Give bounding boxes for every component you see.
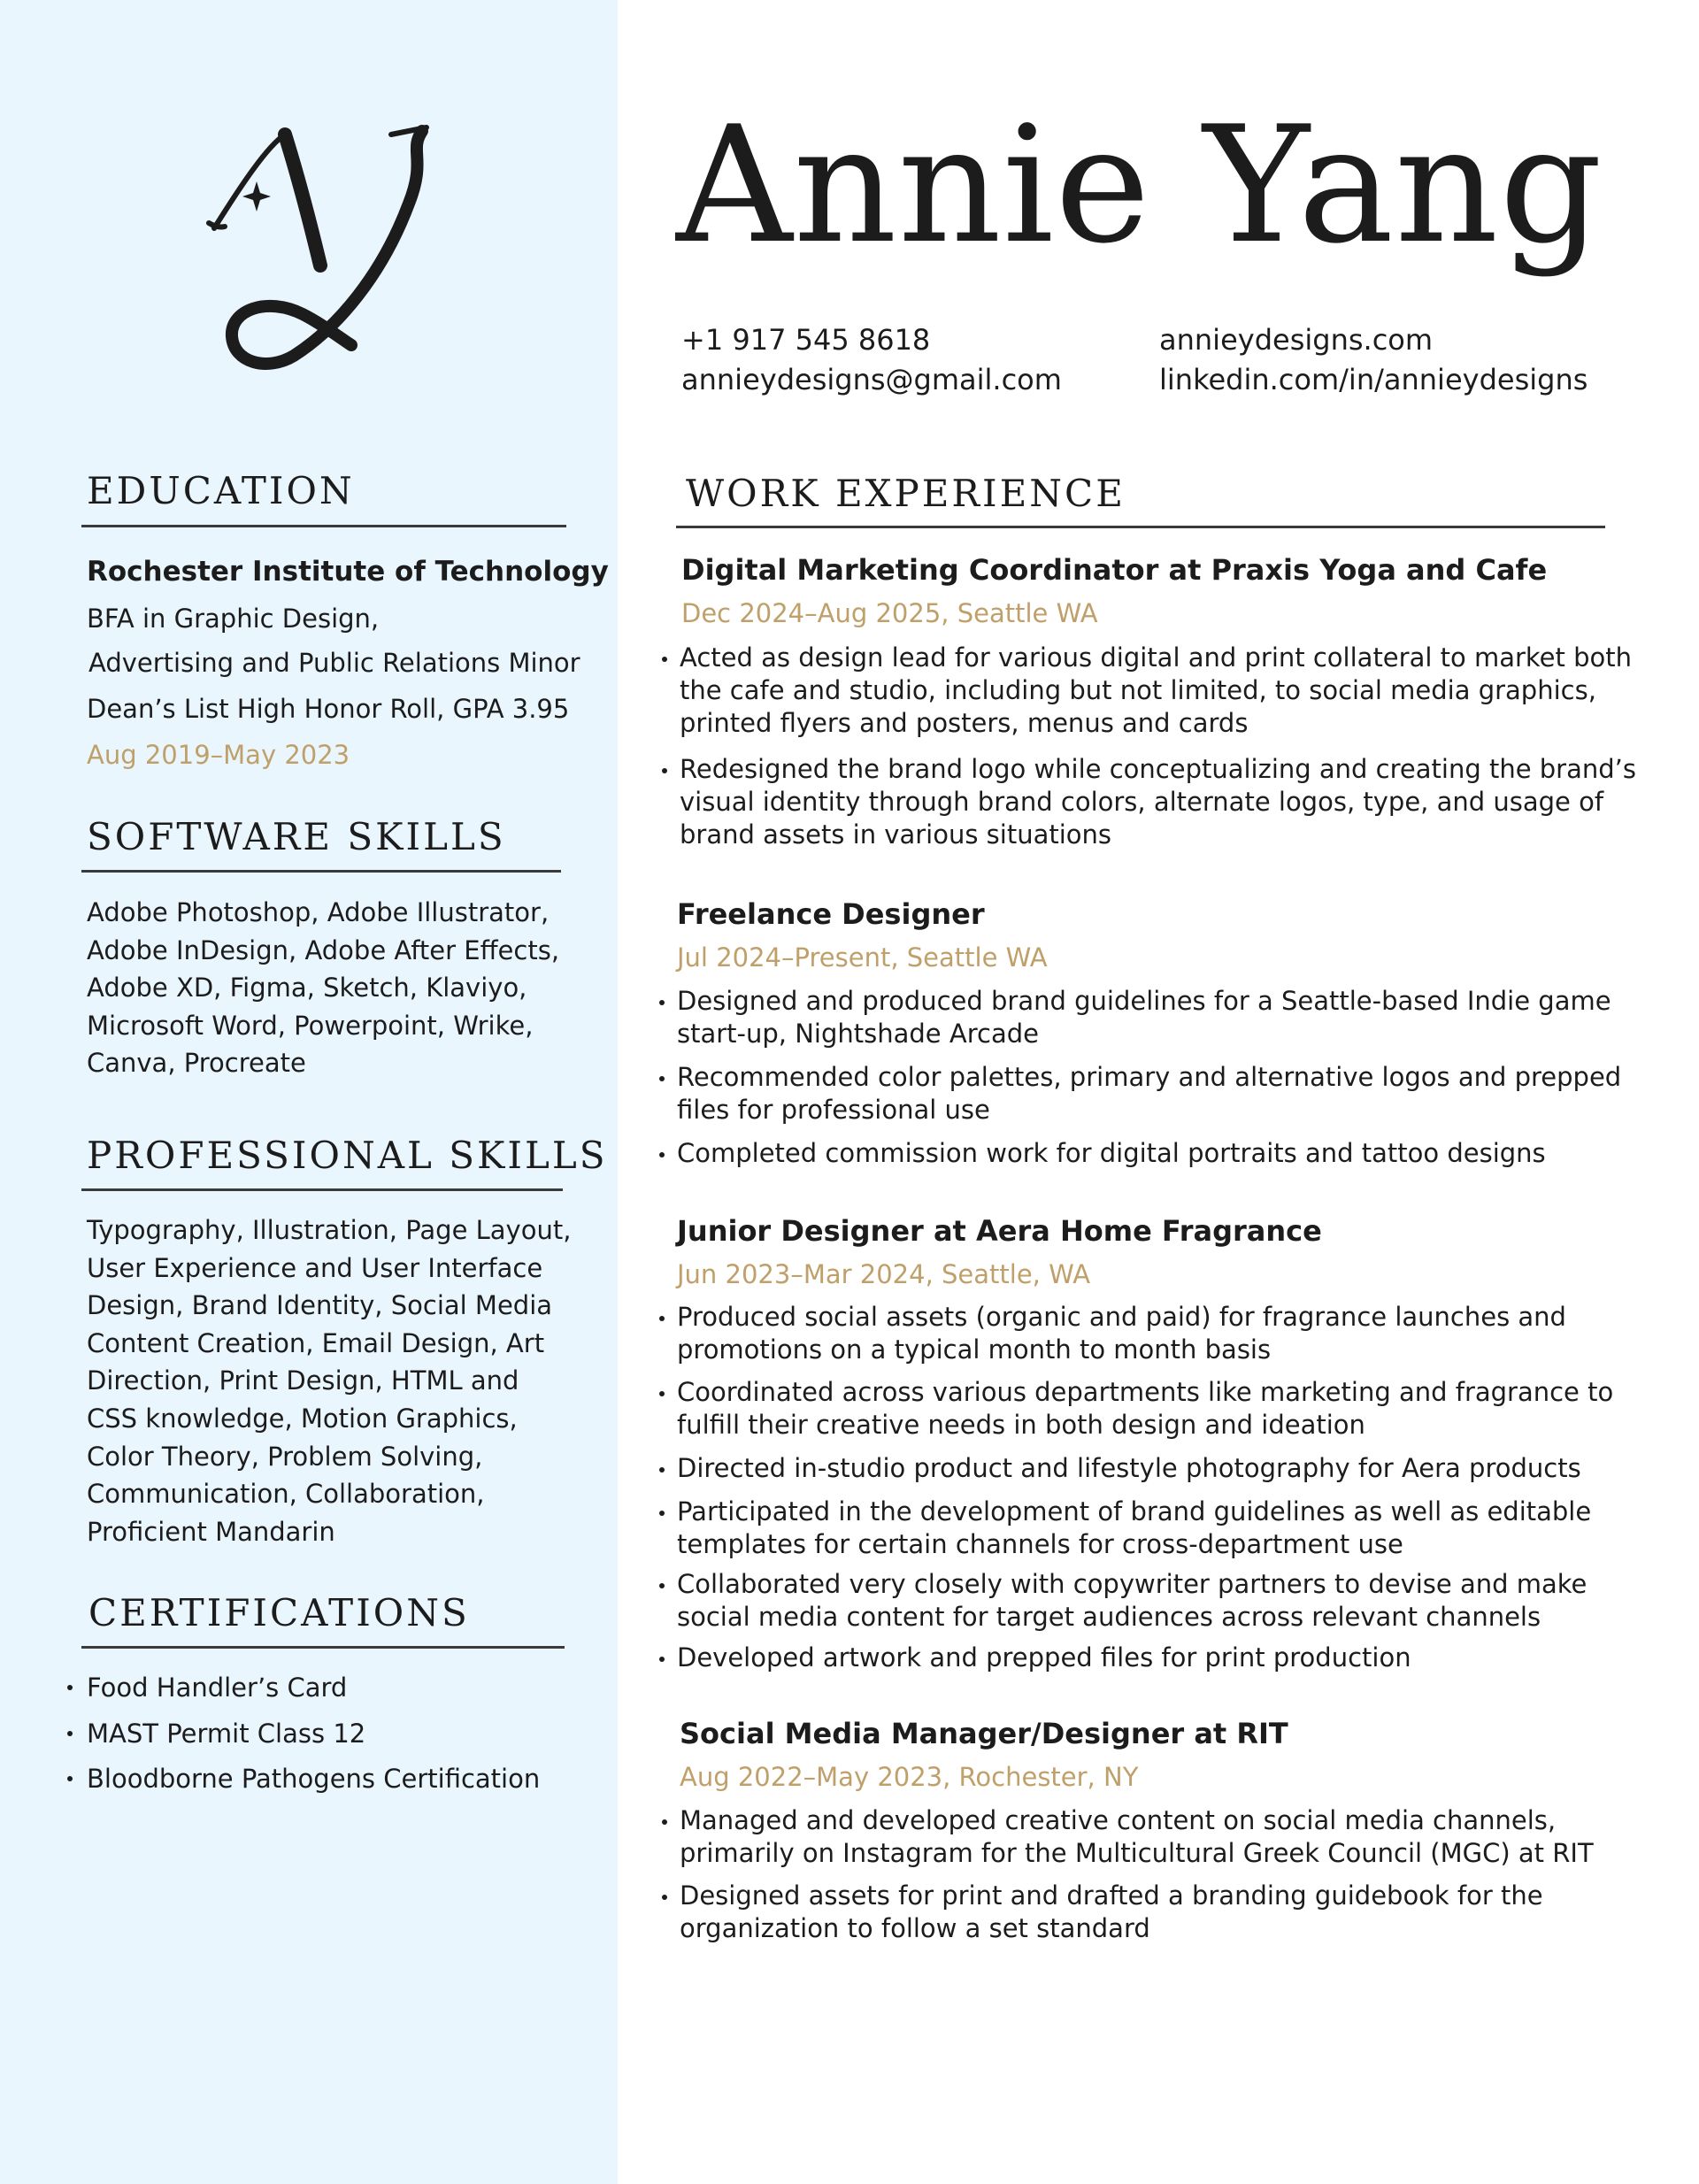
job-dates: Jul 2024–Present, Seattle WA: [677, 942, 1048, 973]
job-bullet: [677, 1496, 1591, 1561]
bullet-line: templates for certain channels for cross-department use: [677, 1529, 1403, 1559]
bullet-line: Collaborated very closely with copywriter partners to devise and make: [677, 1569, 1588, 1599]
work-experience-divider: [676, 526, 1605, 528]
logo-a-right-stroke: [285, 135, 320, 265]
bullet-icon: [67, 1731, 73, 1736]
bullet-line: Developed artwork and prepped files for print production: [677, 1642, 1411, 1673]
bullet-icon: [659, 1467, 665, 1473]
ay-monogram-logo: [205, 124, 435, 372]
bullet-line: visual identity through brand colors, alternate logos, type, and usage of: [680, 787, 1604, 817]
software-skills-line: Microsoft Word, Powerpoint, Wrike,: [87, 1010, 534, 1041]
professional-skills-line: Content Creation, Email Design, Art: [87, 1327, 545, 1358]
bullet-line: primarily on Instagram for the Multicultural Greek Council (MGC) at RIT: [680, 1838, 1594, 1868]
bullet-icon: [659, 1000, 665, 1005]
bullet-icon: [662, 1819, 667, 1825]
software-skills-line: Adobe XD, Figma, Sketch, Klaviyo,: [87, 973, 527, 1004]
bullet-line: Designed assets for print and drafted a branding guidebook for the: [680, 1880, 1543, 1911]
sparkle-icon: [242, 181, 271, 211]
bullet-line: Completed commission work for digital portraits and tattoo designs: [677, 1138, 1546, 1168]
certification-item: [67, 1673, 347, 1703]
software-skills-line: Adobe Photoshop, Adobe Illustrator,: [87, 897, 550, 927]
job-bullet: [677, 1061, 1621, 1127]
software-skills-heading: SOFTWARE SKILLS: [87, 815, 506, 858]
bullet-line: organization to follow a set standard: [680, 1913, 1150, 1943]
bullet-line: Produced social assets (organic and paid) for fragrance launches and: [677, 1302, 1566, 1332]
bullet-icon: [662, 657, 667, 662]
website-link[interactable]: annieydesigns.com: [1159, 323, 1434, 357]
job-bullet: [677, 1376, 1613, 1442]
software-skills-line: Adobe InDesign, Adobe After Effects,: [87, 934, 560, 965]
job-bullet: [680, 642, 1632, 740]
bullet-icon: [659, 1152, 665, 1157]
bullet-line: the cafe and studio, including but not limited, to social media graphics,: [680, 675, 1596, 705]
job-bullet: [677, 985, 1611, 1050]
bullet-line: Recommended color palettes, primary and alternative logos and prepped: [677, 1062, 1622, 1092]
certifications-heading: CERTIFICATIONS: [88, 1591, 470, 1634]
professional-skills-divider: [81, 1188, 563, 1191]
bullet-icon: [659, 1076, 665, 1081]
job-dates: Dec 2024–Aug 2025, Seattle WA: [681, 598, 1098, 628]
software-skills-line: Canva, Procreate: [87, 1048, 306, 1079]
bullet-line: Managed and developed creative content on social media channels,: [680, 1805, 1557, 1835]
job-bullet: [680, 1880, 1543, 1945]
job-bullet: [677, 1137, 1546, 1170]
work-experience-heading: WORK EXPERIENCE: [686, 472, 1126, 515]
certification-item: [67, 1719, 365, 1749]
bullet-line: Directed in-studio product and lifestyle photography for Aera products: [677, 1453, 1581, 1483]
professional-skills-line: Color Theory, Problem Solving,: [87, 1441, 483, 1472]
candidate-name: Annie Yang: [676, 91, 1603, 279]
job-bullet: [677, 1642, 1411, 1674]
bullet-line: printed flyers and posters, menus and cards: [680, 708, 1249, 738]
job-title: Social Media Manager/Designer at RIT: [680, 1717, 1288, 1750]
bullet-icon: [659, 1511, 665, 1516]
logo-a-left-stroke: [214, 135, 285, 228]
linkedin-link[interactable]: linkedin.com/in/annieydesigns: [1159, 363, 1588, 396]
bullet-icon: [662, 768, 667, 773]
logo-y-stroke: [232, 131, 422, 364]
certifications-divider: [81, 1646, 565, 1649]
job-bullet: [677, 1452, 1581, 1485]
professional-skills-line: Communication, Collaboration,: [87, 1479, 485, 1510]
job-bullet: [677, 1568, 1587, 1634]
certification-item: [67, 1764, 540, 1794]
bullet-icon: [662, 1895, 667, 1900]
education-divider: [81, 525, 566, 527]
bullet-line: social media content for target audiences across relevant channels: [677, 1602, 1541, 1632]
email-address[interactable]: annieydesigns@gmail.com: [681, 363, 1062, 396]
bullet-line: fulfill their creative needs in both design and ideation: [677, 1410, 1365, 1440]
bullet-icon: [67, 1776, 73, 1781]
contact-right: [1159, 320, 1588, 400]
professional-skills-line: CSS knowledge, Motion Graphics,: [87, 1403, 518, 1434]
job-title: Freelance Designer: [677, 897, 985, 931]
bullet-line: promotions on a typical month to month basis: [677, 1334, 1272, 1365]
bullet-line: Coordinated across various departments like marketing and fragrance to: [677, 1377, 1614, 1407]
bullet-icon: [659, 1316, 665, 1321]
professional-skills-line: User Experience and User Interface: [87, 1252, 543, 1283]
education-heading: EDUCATION: [87, 469, 355, 512]
bullet-line: Acted as design lead for various digital and print collateral to market both: [680, 642, 1632, 673]
professional-skills-line: Direction, Print Design, HTML and: [87, 1365, 519, 1396]
software-skills-list: [87, 894, 559, 1082]
bullet-icon: [659, 1583, 665, 1588]
job-title: Junior Designer at Aera Home Fragrance: [677, 1214, 1322, 1248]
honors: Dean’s List High Honor Roll, GPA 3.95: [87, 694, 570, 724]
bullet-line: Redesigned the brand logo while conceptualizing and creating the brand’s: [680, 754, 1636, 784]
job-bullet: [680, 1804, 1594, 1870]
software-skills-divider: [81, 870, 561, 873]
professional-skills-list: [87, 1211, 571, 1550]
job-dates: Aug 2022–May 2023, Rochester, NY: [680, 1762, 1139, 1792]
minor: Advertising and Public Relations Minor: [88, 648, 580, 678]
education-dates: Aug 2019–May 2023: [87, 740, 350, 770]
bullet-line: brand assets in various situations: [680, 819, 1112, 850]
professional-skills-line: Design, Brand Identity, Social Media: [87, 1290, 553, 1321]
contact-left: [681, 320, 1062, 400]
bullet-line: start-up, Nightshade Arcade: [677, 1019, 1039, 1049]
professional-skills-line: Typography, Illustration, Page Layout,: [87, 1215, 572, 1245]
certification-label: Bloodborne Pathogens Certification: [87, 1764, 541, 1794]
job-bullet: [680, 753, 1636, 851]
phone-number: +1 917 545 8618: [681, 323, 931, 357]
job-title: Digital Marketing Coordinator at Praxis Yoga and Cafe: [681, 553, 1548, 587]
professional-skills-heading: PROFESSIONAL SKILLS: [87, 1134, 608, 1177]
bullet-icon: [659, 1391, 665, 1396]
job-dates: Jun 2023–Mar 2024, Seattle, WA: [677, 1259, 1091, 1289]
degree: BFA in Graphic Design,: [87, 604, 380, 634]
certification-label: MAST Permit Class 12: [87, 1719, 366, 1749]
bullet-line: files for professional use: [677, 1095, 990, 1125]
job-bullet: [677, 1301, 1566, 1366]
certification-label: Food Handler’s Card: [87, 1673, 348, 1703]
bullet-line: Designed and produced brand guidelines for a Seattle-based Indie game: [677, 986, 1611, 1016]
professional-skills-line: Proficient Mandarin: [87, 1516, 335, 1547]
bullet-icon: [67, 1685, 73, 1690]
bullet-icon: [659, 1657, 665, 1662]
school-name: Rochester Institute of Technology: [87, 556, 609, 588]
bullet-line: Participated in the development of brand guidelines as well as editable: [677, 1496, 1592, 1526]
